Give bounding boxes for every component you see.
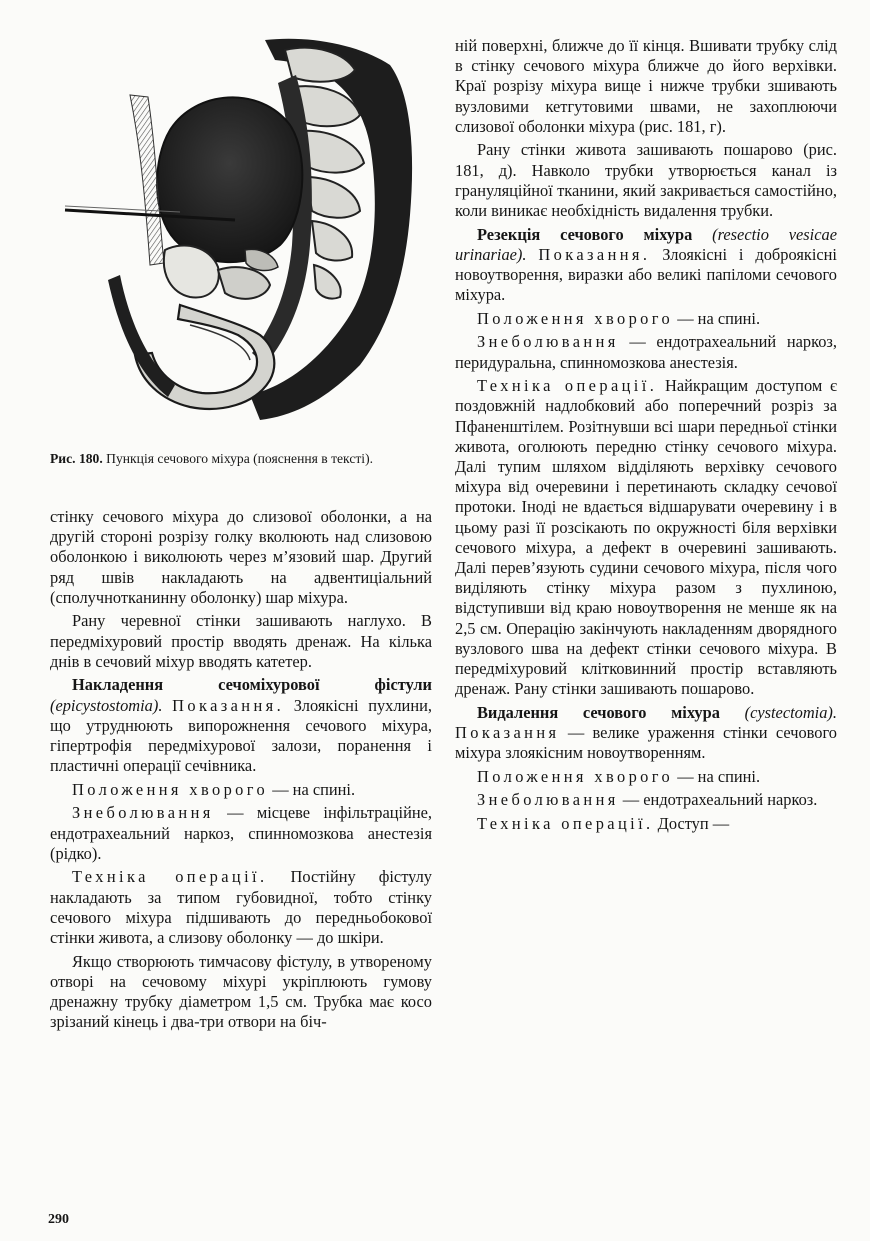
indications-label: Показання	[455, 723, 560, 743]
section-latin: (resectio vesicae urinariae).	[455, 224, 837, 264]
figure-caption	[50, 450, 432, 467]
position-paragraph	[455, 767, 837, 787]
position-text: — на спині.	[677, 766, 761, 786]
section-latin: (epicystostomia).	[50, 695, 163, 715]
page-number: 290	[48, 1212, 69, 1227]
technique-paragraph	[455, 814, 837, 834]
section-resection	[455, 225, 837, 306]
section-title: Накладення сечоміхурової фістули	[72, 675, 432, 695]
position-label: Положення хворого	[477, 766, 674, 786]
technique-text: Найкращим доступом є поздовжній надлобковий або поперечний розріз за Пфаненштілем. Розітнувши всі шари передньої стінки живота, оголюють передню стінку сечового міхура. Далі тупим шляхом відділяють верхівку сечового міхура від очеревини і перетинають складку сечової протоки. Іноді не вдається відшарувати очеревину і в цьому разі її розсікають по окружності біля верхівки сечового міхура, а дефект в очеревині зашивають. Далі перев’язують судини сечового міхура, після чого виділяють стінку міхура разом з пухлиною, відступивши від краю новоутворення не менше як на 2,5 см. Операцію закінчують накладенням дворядного вузлового шва на дефект стінки сечового міхура. В передміхуровий клітковинний простір вставляють дренаж. Рану стінки зашивають пошарово.	[455, 376, 838, 699]
technique-paragraph	[455, 376, 837, 699]
position-label: Положення хворого	[477, 308, 674, 328]
technique-label: Техніка операції.	[477, 376, 658, 396]
left-column	[50, 507, 432, 1032]
indications-label: Показання.	[172, 695, 285, 715]
section-title: Резекція сечового міхура	[477, 224, 693, 244]
anesthesia-label: Знеболювання	[72, 803, 214, 823]
indications-text: Злоякісні пухлини, що утруднюють випорожнення сечового міхура, гіпертрофія передміхурової залози, поранення і пластичні операції сечівника.	[50, 695, 432, 776]
paragraph: Рану стінки живота зашивають пошарово (рис. 181, д). Навколо трубки утворюється канал із грануляційної тканини, який закривається самостійно, коли виникає необхідність видалення трубки.	[455, 140, 837, 221]
section-title: Видалення сечового міхура	[477, 702, 720, 722]
anesthesia-paragraph	[455, 332, 837, 372]
paragraph: ній поверхні, ближче до її кінця. Вшивати трубку слід в стінку сечового міхура ближче до його верхівки. Краї розрізу міхура вище і нижче трубки зшивають вузловими кетгутовими швами, не захоплюючи слизової оболонки міхура (рис. 181, г).	[455, 36, 837, 136]
position-text: — на спині.	[272, 779, 356, 799]
position-paragraph	[50, 780, 432, 800]
bladder	[157, 97, 302, 262]
indications-text: Злоякісні і доброякісні новоутворення, виразки або великі папіломи сечового міхура.	[455, 244, 837, 305]
anesthesia-text: — місцеве інфільтраційне, ендотрахеальний наркоз, спинномозкова анестезія (рідко).	[50, 803, 432, 863]
technique-text: Доступ —	[657, 814, 730, 834]
indications-text: — велике ураження стінки сечового міхура злоякісним новоутворенням.	[455, 723, 837, 763]
figure-label: Рис. 180.	[50, 451, 103, 466]
anesthesia-text: — ендотрахеальний наркоз.	[622, 790, 818, 810]
bladder-puncture-illustration	[60, 35, 430, 435]
technique-label: Техніка операції.	[477, 814, 654, 834]
technique-paragraph	[50, 867, 432, 948]
section-epicystostomia	[50, 675, 432, 776]
position-text: — на спині.	[677, 308, 761, 328]
right-column	[455, 36, 837, 834]
position-label: Положення хворого	[72, 779, 269, 799]
anesthesia-label: Знеболювання	[477, 332, 619, 352]
paragraph: стінку сечового міхура до слизової оболонки, а на другій стороні розрізу голку вколюють над слизовою оболонкою і виколюють через м’язовий шар. Другий ряд швів накладають на адвентиціальний (сполучнотканинну оболонку) шар міхура.	[50, 507, 432, 607]
anesthesia-paragraph	[50, 803, 432, 864]
section-latin: (cystectomia).	[744, 702, 837, 722]
indications-label: Показання.	[538, 244, 651, 264]
anesthesia-paragraph	[455, 790, 837, 810]
technique-label: Техніка операції.	[72, 867, 268, 887]
figure-caption-text: Пункція сечового міхура (пояснення в тексті).	[106, 451, 374, 466]
position-paragraph	[455, 309, 837, 329]
section-cystectomy	[455, 703, 837, 764]
paragraph: Якщо створюють тимчасову фістулу, в утвореному отворі на сечовому міхурі укріплюють гумову дренажну трубку діаметром 1,5 см. Трубка має косо зрізаний кінець і два-три отвори на біч-	[50, 951, 432, 1032]
technique-text: Постійну фістулу накладають за типом губовидної, тобто стінку сечового міхура підшивають до передньобокової стінки живота, а слизову оболонку — до шкіри.	[50, 867, 433, 948]
paragraph: Рану черевної стінки зашивають наглухо. В передміхуровий простір вводять дренаж. На кілька днів в сечовий міхур вводять катетер.	[50, 611, 432, 671]
anesthesia-label: Знеболювання	[477, 790, 619, 810]
anesthesia-text: — ендотрахеальний наркоз, перидуральна, спинномозкова анестезія.	[455, 332, 837, 372]
